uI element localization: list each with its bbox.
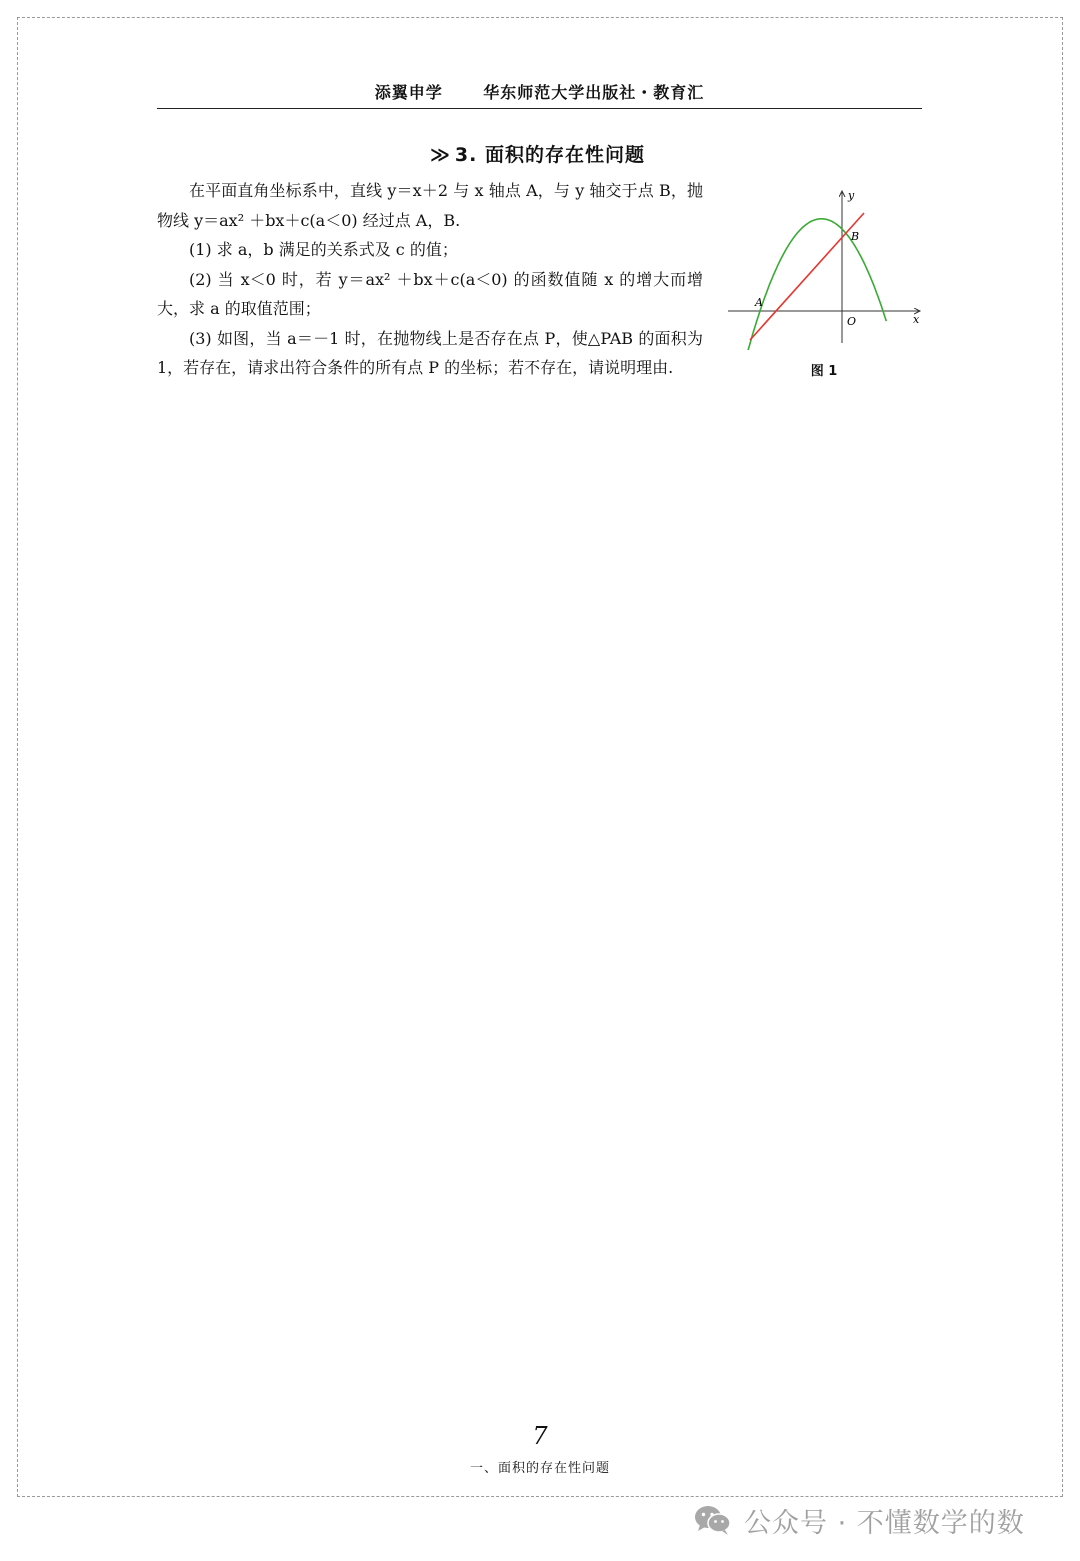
problem-text [157, 176, 703, 383]
page-number: 7 [532, 1422, 548, 1450]
watermark-text: 公众号 · 不懂数学的数 [744, 1507, 1025, 1539]
section-title [430, 140, 645, 167]
y-axis-label: y [848, 189, 855, 202]
header-publisher: 华东师范大学出版社・教育汇 [483, 83, 705, 102]
x-axis-label: x [913, 313, 920, 326]
header-series: 添翼申学 [374, 83, 443, 102]
origin-label: O [847, 315, 857, 328]
figure-1 [724, 185, 924, 385]
question-3: (3) 如图，当 a＝－1 时，在抛物线上是否存在点 P，使△PAB 的面积为 1，若存在，请求出符合条件的所有点 P 的坐标；若不存在，请说明理由. [157, 328, 703, 377]
figure-caption: 图 1 [810, 364, 838, 379]
watermark [694, 1500, 1025, 1540]
coordinate-diagram [724, 185, 924, 350]
point-b-label: B [851, 230, 860, 243]
footer-chapter-title: 一、面积的存在性问题 [469, 1461, 610, 1476]
running-header [157, 80, 922, 109]
wechat-icon [694, 1504, 732, 1536]
question-1: (1) 求 a，b 满足的关系式及 c 的值； [189, 240, 458, 259]
section-marker-icon: ≫ [430, 144, 451, 166]
point-a-label: A [755, 296, 763, 309]
question-2: (2) 当 x＜0 时，若 y＝ax² ＋bx＋c(a＜0) 的函数值随 x 的增大而增大，求 a 的取值范围； [157, 269, 703, 318]
problem-statement: 在平面直角坐标系中，直线 y＝x＋2 与 x 轴点 A，与 y 轴交于点 B，抛物线 y＝ax² ＋bx＋c(a＜0) 经过点 A，B. [157, 181, 703, 230]
section-title-text: 3. 面积的存在性问题 [454, 144, 645, 166]
